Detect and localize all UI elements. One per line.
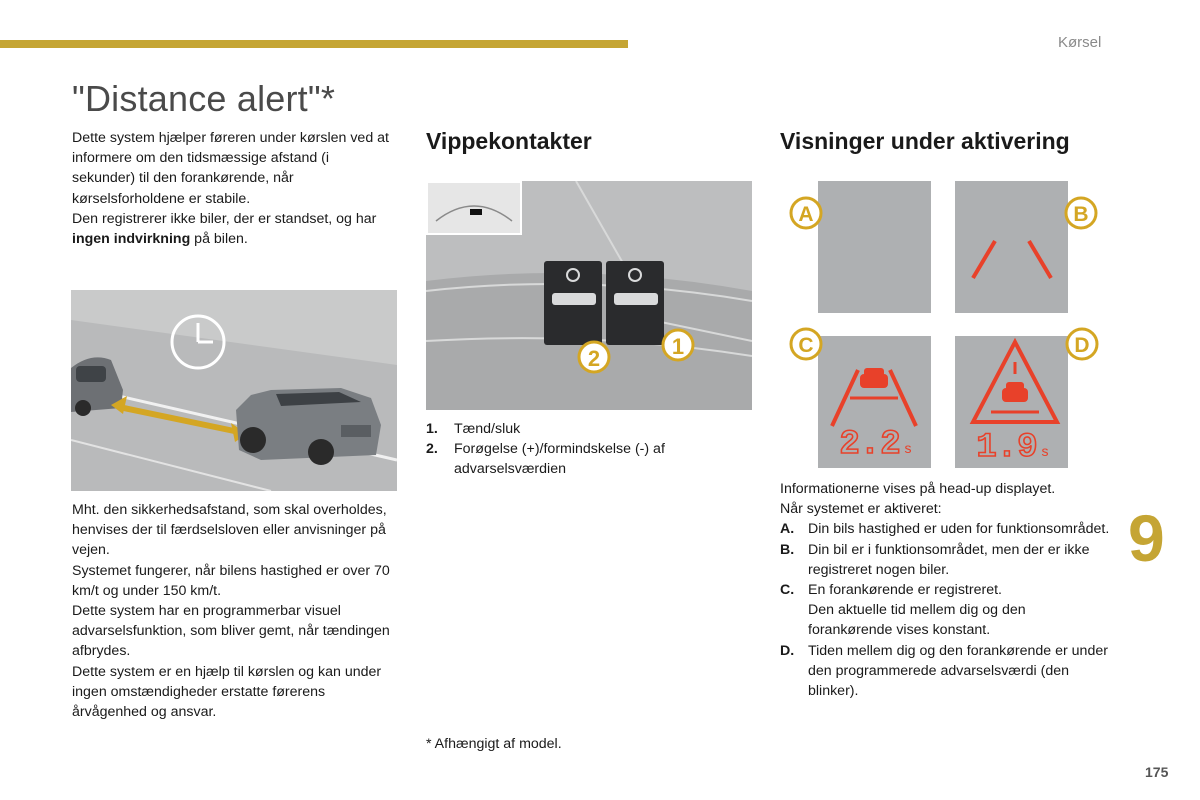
callout-1: [663, 330, 693, 360]
hud-d-value: 1.9: [976, 429, 1038, 467]
intro-2-post: på bilen.: [190, 231, 248, 248]
display-heading: Visninger under aktivering: [780, 128, 1070, 154]
distance-illustration: [71, 290, 397, 491]
list-item: [426, 419, 716, 439]
chapter-number: 9: [1128, 501, 1165, 575]
intro-2-pre: Den registrerer ikke biler, der er standset, og har: [72, 210, 377, 227]
badge-d-label: D: [1074, 334, 1090, 357]
callout-2: [579, 342, 609, 372]
page-title: "Distance alert"*: [72, 78, 336, 119]
list-text: En forankørende er registreret.: [808, 582, 1002, 599]
car-icon: [1002, 382, 1028, 402]
list-marker: B.: [780, 541, 795, 558]
list-marker: 2.: [426, 441, 438, 458]
col1-body: [72, 500, 402, 722]
badge-a-label: A: [798, 203, 814, 226]
display-list: [780, 519, 1110, 701]
list-item: [426, 439, 716, 479]
badge-c-label: C: [798, 334, 814, 357]
list-item: [780, 580, 1110, 641]
list-marker: 1.: [426, 421, 438, 437]
list-item: [780, 641, 1110, 702]
hud-d-unit: s: [1041, 443, 1049, 459]
list-item: [780, 519, 1110, 539]
col3-text: [780, 479, 1110, 701]
switches-list: [426, 419, 716, 480]
badge-a: [788, 195, 824, 231]
list-text: Forøgelse (+)/formindskelse (-) af advarselsværdien: [454, 441, 665, 478]
badge-d: [1064, 326, 1100, 362]
list-text: Din bils hastighed er uden for funktionsområdet.: [808, 521, 1110, 538]
intro-2-bold: ingen indvirkning: [72, 231, 191, 248]
intro-paragraph-1: Dette system hjælper føreren under kørslen ved at informere om den tidsmæssige afstand (i sekunder) til den forankørende, når kørselsforholdene er stabile.: [72, 130, 389, 207]
intro-paragraph-2: [72, 209, 392, 249]
hud-panel-d: [955, 336, 1068, 468]
body-paragraph-2: Systemet fungerer, når bilens hastighed er over 70 km/t og under 150 km/t.: [72, 562, 390, 599]
car-icon: [860, 368, 888, 388]
footnote: * Afhængigt af model.: [426, 736, 562, 752]
hud-panel-a: [818, 181, 931, 313]
hud-c-unit: s: [904, 440, 912, 456]
callout-2-label: 2: [587, 346, 601, 371]
list-marker: A.: [780, 521, 795, 538]
display-intro-1: Informationerne vises på head-up displayet.: [780, 481, 1056, 497]
hud-c-value: 2.2: [839, 426, 901, 464]
badge-b-label: B: [1073, 203, 1089, 226]
hud-panel-b: [955, 181, 1068, 313]
body-paragraph-4: Dette system er en hjælp til kørslen og kan under ingen omstændigheder erstatte førerens årvågenhed og ansvar.: [72, 663, 382, 721]
switches-heading: Vippekontakter: [426, 128, 592, 154]
front-car-image: [236, 388, 381, 465]
body-paragraph-1: Mht. den sikkerhedsafstand, som skal overholdes, henvises der til færdselsloven eller anvisninger på vejen.: [72, 502, 387, 559]
body-paragraph-3: Dette system har en programmerbar visuel advarselsfunktion, som bliver gemt, når tændingen afbrydes.: [72, 603, 390, 660]
list-marker: C.: [780, 582, 795, 599]
page-number: 175: [1145, 764, 1169, 780]
list-text: Tænd/sluk: [454, 421, 521, 437]
section-label: Kørsel: [1058, 34, 1102, 51]
dashboard-inset: [426, 181, 522, 235]
callout-1-label: 1: [671, 334, 685, 359]
list-text-extra: Den aktuelle tid mellem dig og den forankørende vises konstant.: [808, 602, 1026, 639]
header-accent-bar: [0, 40, 628, 48]
hud-panel-c: [818, 336, 931, 468]
list-item: [780, 540, 1110, 580]
col1-intro: [72, 128, 392, 249]
badge-b: [1063, 195, 1099, 231]
badge-c: [788, 326, 824, 362]
display-intro-2: Når systemet er aktiveret:: [780, 501, 942, 518]
list-marker: D.: [780, 642, 795, 659]
list-text-wrap: [808, 580, 1110, 641]
switches-list-wrap: [426, 419, 716, 480]
switches-illustration: [426, 181, 752, 410]
list-text: Tiden mellem dig og den forankørende er under den programmerede advarselsværdi (den blinker).: [808, 642, 1108, 700]
list-text: Din bil er i funktionsområdet, men der er ikke registreret nogen biler.: [808, 541, 1090, 578]
